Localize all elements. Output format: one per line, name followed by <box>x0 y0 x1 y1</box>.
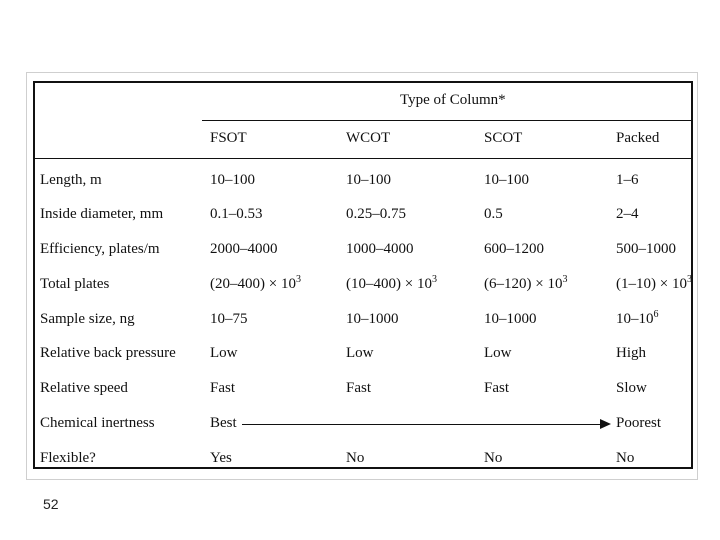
table-cell: $(1-10) \times 10^3$ <box>616 274 692 292</box>
table-cell: Fast <box>210 380 236 396</box>
table-cell: 10–75 <box>210 311 248 327</box>
row-label: Relative speed <box>40 380 128 396</box>
table-cell: 10–100 <box>346 172 391 188</box>
table-cell: Slow <box>616 380 647 396</box>
table-cell: Yes <box>210 450 232 466</box>
right-arrow-icon <box>600 419 611 429</box>
row-label: Flexible? <box>40 450 96 466</box>
column-header-fsot: FSOT <box>210 130 247 146</box>
table-cell: 10–100 <box>210 172 255 188</box>
table-cell: 1000–4000 <box>346 241 414 257</box>
table-cell: Fast <box>484 380 510 396</box>
table-cell: 0.25–0.75 <box>346 206 406 222</box>
row-label: Length, m <box>40 172 102 188</box>
table-cell: Fast <box>346 380 372 396</box>
inertness-start: Best <box>210 415 237 431</box>
column-header-scot: SCOT <box>484 130 523 146</box>
table-cell: $10-10^6$ <box>616 309 659 327</box>
table-cell: 0.1–0.53 <box>210 206 263 222</box>
table-cell: 10–1000 <box>346 311 399 327</box>
column-group-title: Type of Column* <box>400 92 506 108</box>
table-cell: 10–100 <box>484 172 529 188</box>
header-rule <box>35 158 691 159</box>
table-cell: Low <box>484 345 512 361</box>
group-title-rule <box>202 120 693 121</box>
table-cell: $(6-120) \times 10^3$ <box>484 274 568 292</box>
inertness-end: Poorest <box>616 415 661 431</box>
table-cell: 600–1200 <box>484 241 544 257</box>
column-header-packed: Packed <box>616 130 660 146</box>
table-cell: No <box>346 450 365 466</box>
row-label: Relative back pressure <box>40 345 176 361</box>
table-cell: 1–6 <box>616 172 639 188</box>
row-label: Chemical inertness <box>40 415 155 431</box>
column-header-wcot: WCOT <box>346 130 391 146</box>
slide-page-number: 52 <box>43 496 59 512</box>
table-cell: 2000–4000 <box>210 241 278 257</box>
inertness-arrow-line <box>242 424 602 425</box>
table-cell: High <box>616 345 646 361</box>
table-cell: 0.5 <box>484 206 503 222</box>
row-label: Inside diameter, mm <box>40 206 164 222</box>
table-cell: $(10-400) \times 10^3$ <box>346 274 437 292</box>
table-cell: $(20-400) \times 10^3$ <box>210 274 301 292</box>
table-cell: Low <box>346 345 374 361</box>
row-label: Sample size, ng <box>40 311 135 327</box>
table-cell: 500–1000 <box>616 241 676 257</box>
row-label: Efficiency, plates/m <box>40 241 160 257</box>
table-cell: 10–1000 <box>484 311 537 327</box>
table-cell: 2–4 <box>616 206 639 222</box>
table-cell: No <box>616 450 635 466</box>
row-label: Total plates <box>40 276 110 292</box>
table-cell: No <box>484 450 503 466</box>
table-cell: Low <box>210 345 238 361</box>
